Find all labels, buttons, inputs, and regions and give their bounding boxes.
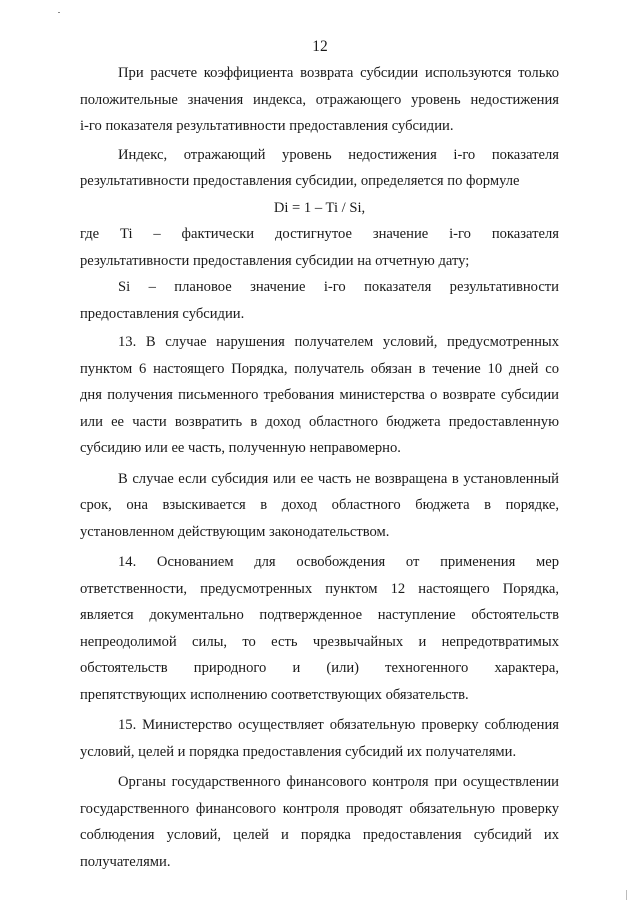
scan-mark: [58, 12, 60, 13]
text-line: препятствующих исполнению соответствующих обязательств.: [80, 686, 469, 703]
text-line: субсидию или ее часть, полученную неправомерно.: [80, 440, 401, 456]
text-line: дня получения письменного требования министерства о возврате субсидии: [80, 387, 559, 403]
text-line: непреодолимой силы, то есть чрезвычайных и непредотвратимых: [80, 633, 559, 650]
text-line: соблюдения условий, целей и порядка предоставления субсидий их: [80, 827, 559, 843]
formula: Di = 1 – Ti / Si,: [273, 199, 366, 216]
text-line: пунктом 6 настоящего Порядка, получатель обязан в течение 10 дней со: [80, 360, 559, 377]
text-line: где Ti – фактически достигнутое значение i-го показателя: [80, 226, 559, 242]
text-line: Индекс, отражающий уровень недостижения i-го показателя: [118, 146, 559, 163]
text-line: результативности предоставления субсидии, определяется по формуле: [80, 173, 520, 189]
page-number: 12: [312, 38, 328, 55]
text-line: является документально подтвержденное наступление обстоятельств: [80, 607, 559, 623]
text-line: Si – плановое значение i-го показателя результативности: [118, 279, 559, 295]
text-line: или ее части возвратить в доход областного бюджета предоставленную: [80, 413, 559, 430]
text-line: 15. Министерство осуществляет обязательную проверку соблюдения: [118, 717, 559, 733]
text-line: В случае если субсидия или ее часть не возвращена в установленный: [118, 470, 559, 487]
scan-mark: [626, 890, 627, 900]
text-line: установленном действующим законодательством.: [80, 523, 390, 540]
text-line: Органы государственного финансового контроля при осуществлении: [118, 774, 559, 790]
text-line: государственного финансового контроля проводят обязательную проверку: [80, 800, 559, 817]
text-line: 13. В случае нарушения получателем условий, предусмотренных: [118, 334, 559, 350]
text-line: 14. Основанием для освобождения от применения мер: [118, 554, 559, 570]
document-body: [80, 60, 559, 875]
text-line: обстоятельств природного и (или) техногенного характера,: [80, 660, 559, 676]
text-line: ответственности, предусмотренных пунктом 12 настоящего Порядка,: [80, 580, 559, 597]
text-line: положительные значения индекса, отражающего уровень недостижения: [80, 91, 559, 108]
text-line: предоставления субсидии.: [80, 305, 245, 322]
text-line: получателями.: [80, 853, 171, 870]
text-line: результативности предоставления субсидии на отчетную дату;: [80, 252, 470, 269]
text-line: i-го показателя результативности предоставления субсидии.: [80, 118, 454, 134]
text-line: При расчете коэффициента возврата субсидии используются только: [118, 65, 559, 81]
text-line: срок, она взыскивается в доход областного бюджета в порядке,: [80, 497, 559, 513]
text-line: условий, целей и порядка предоставления субсидий их получателями.: [80, 743, 517, 760]
